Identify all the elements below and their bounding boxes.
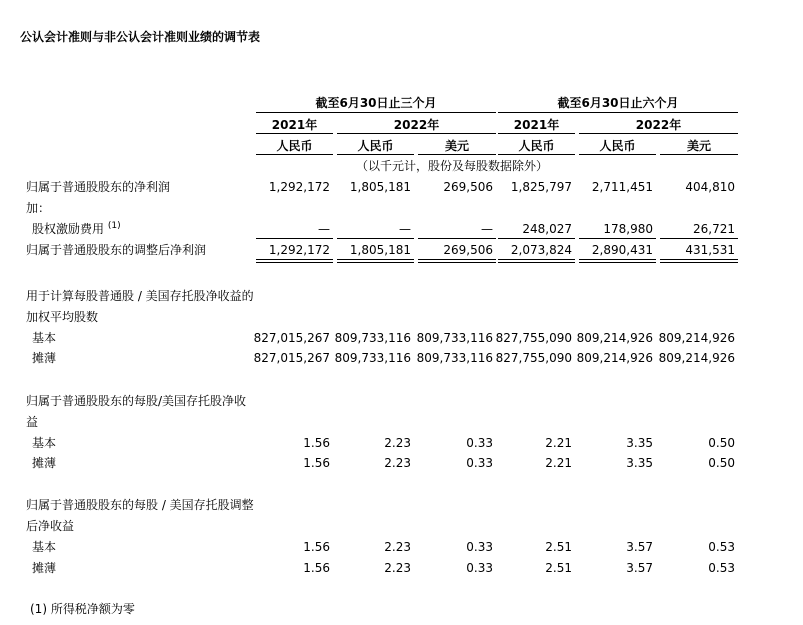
adj-eps-diluted-v4: 2.51 xyxy=(545,561,572,575)
adj-net-income-v6: 431,531 xyxy=(685,243,735,257)
shares-basic-v5: 809,214,926 xyxy=(576,331,653,345)
eps-diluted-v2: 2.23 xyxy=(384,456,411,470)
sbc-v3: — xyxy=(481,222,493,236)
eps-diluted-label: 摊薄 xyxy=(32,456,57,470)
net-income-v3: 269,506 xyxy=(443,180,493,194)
eps-heading-1: 归属于普通股股东的每股/美国存托股净收 xyxy=(26,394,247,408)
unit-note: （以千元计，股份及每股数据除外） xyxy=(356,159,549,173)
sbc-v2: — xyxy=(399,222,411,236)
adj-eps-diluted-label: 摊薄 xyxy=(32,561,57,575)
shares-basic-v4: 827,755,090 xyxy=(495,331,572,345)
adj-eps-heading-2: 后净收益 xyxy=(26,519,75,533)
adj-eps-basic-label: 基本 xyxy=(32,540,57,554)
sbc-v1: — xyxy=(318,222,330,236)
year-underline-2021-6m xyxy=(498,133,575,134)
shares-basic-v1: 827,015,267 xyxy=(253,331,330,345)
year-2021-3m: 2021年 xyxy=(271,118,318,132)
page-title: 公认会计准则与非公认会计准则业绩的调节表 xyxy=(20,30,261,44)
cur-underline-6 xyxy=(660,154,738,155)
adj-net-income-v2: 1,805,181 xyxy=(349,243,411,257)
period-header-3m: 截至6月30日止三个月 xyxy=(315,96,437,110)
cur-rmb-1: 人民币 xyxy=(276,139,313,153)
shares-diluted-v1: 827,015,267 xyxy=(253,351,330,365)
eps-basic-v3: 0.33 xyxy=(466,436,493,450)
footnote: (1) 所得税净额为零 xyxy=(30,602,135,616)
shares-basic-v2: 809,733,116 xyxy=(334,331,411,345)
adj-eps-basic-v3: 0.33 xyxy=(466,540,493,554)
year-2022-6m: 2022年 xyxy=(635,118,682,132)
shares-heading-2: 加权平均股数 xyxy=(26,310,99,324)
shares-diluted-v5: 809,214,926 xyxy=(576,351,653,365)
period-underline-3m xyxy=(256,112,496,113)
sbc-footnote-marker: (1) xyxy=(107,221,121,231)
adj-double-underline-4 xyxy=(498,259,575,263)
sbc-v5: 178,980 xyxy=(603,222,653,236)
eps-diluted-v3: 0.33 xyxy=(466,456,493,470)
sbc-label xyxy=(32,222,121,236)
sbc-v4: 248,027 xyxy=(522,222,572,236)
shares-basic-label: 基本 xyxy=(32,331,57,345)
shares-diluted-v2: 809,733,116 xyxy=(334,351,411,365)
adj-eps-basic-v5: 3.57 xyxy=(626,540,653,554)
sbc-underline-1 xyxy=(256,238,333,239)
shares-diluted-v6: 809,214,926 xyxy=(658,351,735,365)
adj-double-underline-2 xyxy=(337,259,414,263)
eps-basic-v6: 0.50 xyxy=(708,436,735,450)
shares-basic-v3: 809,733,116 xyxy=(416,331,493,345)
adj-eps-diluted-v1: 1.56 xyxy=(303,561,330,575)
eps-basic-v4: 2.21 xyxy=(545,436,572,450)
cur-underline-5 xyxy=(579,154,656,155)
eps-basic-v5: 3.35 xyxy=(626,436,653,450)
add-label: 加： xyxy=(26,201,51,215)
cur-usd-6: 美元 xyxy=(686,139,711,153)
cur-underline-1 xyxy=(256,154,333,155)
adj-net-income-v1: 1,292,172 xyxy=(268,243,330,257)
cur-rmb-2: 人民币 xyxy=(357,139,394,153)
sbc-underline-5 xyxy=(579,238,656,239)
year-2021-6m: 2021年 xyxy=(513,118,560,132)
shares-diluted-v4: 827,755,090 xyxy=(495,351,572,365)
net-income-label: 归属于普通股股东的净利润 xyxy=(26,180,171,194)
net-income-v5: 2,711,451 xyxy=(591,180,653,194)
eps-diluted-v5: 3.35 xyxy=(626,456,653,470)
period-underline-6m xyxy=(498,112,738,113)
sbc-v6: 26,721 xyxy=(693,222,735,236)
eps-basic-v2: 2.23 xyxy=(384,436,411,450)
adj-net-income-v3: 269,506 xyxy=(443,243,493,257)
cur-underline-2 xyxy=(337,154,414,155)
cur-underline-4 xyxy=(498,154,575,155)
adj-eps-diluted-v5: 3.57 xyxy=(626,561,653,575)
sbc-label-text: 股权激励费用 xyxy=(32,222,105,236)
eps-basic-label: 基本 xyxy=(32,436,57,450)
adj-double-underline-6 xyxy=(660,259,738,263)
adj-eps-diluted-v2: 2.23 xyxy=(384,561,411,575)
eps-diluted-v6: 0.50 xyxy=(708,456,735,470)
sbc-underline-6 xyxy=(660,238,738,239)
adj-eps-diluted-v6: 0.53 xyxy=(708,561,735,575)
period-header-6m: 截至6月30日止六个月 xyxy=(557,96,679,110)
shares-basic-v6: 809,214,926 xyxy=(658,331,735,345)
adj-eps-basic-v2: 2.23 xyxy=(384,540,411,554)
year-underline-2021-3m xyxy=(256,133,333,134)
sbc-underline-4 xyxy=(498,238,575,239)
adj-eps-basic-v6: 0.53 xyxy=(708,540,735,554)
adj-net-income-label: 归属于普通股股东的调整后净利润 xyxy=(26,243,207,257)
adj-eps-heading-1: 归属于普通股股东的每股 / 美国存托股调整 xyxy=(26,498,254,512)
sbc-underline-3 xyxy=(418,238,496,239)
net-income-v2: 1,805,181 xyxy=(349,180,411,194)
cur-rmb-5: 人民币 xyxy=(599,139,636,153)
net-income-v4: 1,825,797 xyxy=(510,180,572,194)
adj-eps-diluted-v3: 0.33 xyxy=(466,561,493,575)
net-income-v1: 1,292,172 xyxy=(268,180,330,194)
shares-heading-1: 用于计算每股普通股 / 美国存托股净收益的 xyxy=(26,289,254,303)
cur-rmb-4: 人民币 xyxy=(518,139,555,153)
adj-eps-basic-v1: 1.56 xyxy=(303,540,330,554)
adj-eps-basic-v4: 2.51 xyxy=(545,540,572,554)
eps-heading-2: 益 xyxy=(26,415,39,429)
eps-basic-v1: 1.56 xyxy=(303,436,330,450)
adj-double-underline-3 xyxy=(418,259,496,263)
adj-net-income-v5: 2,890,431 xyxy=(591,243,653,257)
cur-usd-3: 美元 xyxy=(444,139,469,153)
net-income-v6: 404,810 xyxy=(685,180,735,194)
sbc-underline-2 xyxy=(337,238,414,239)
shares-diluted-v3: 809,733,116 xyxy=(416,351,493,365)
year-2022-3m: 2022年 xyxy=(393,118,440,132)
cur-underline-3 xyxy=(418,154,496,155)
adj-net-income-v4: 2,073,824 xyxy=(510,243,572,257)
shares-diluted-label: 摊薄 xyxy=(32,351,57,365)
eps-diluted-v4: 2.21 xyxy=(545,456,572,470)
year-underline-2022-3m xyxy=(337,133,496,134)
adj-double-underline-5 xyxy=(579,259,656,263)
year-underline-2022-6m xyxy=(579,133,738,134)
adj-double-underline-1 xyxy=(256,259,333,263)
eps-diluted-v1: 1.56 xyxy=(303,456,330,470)
